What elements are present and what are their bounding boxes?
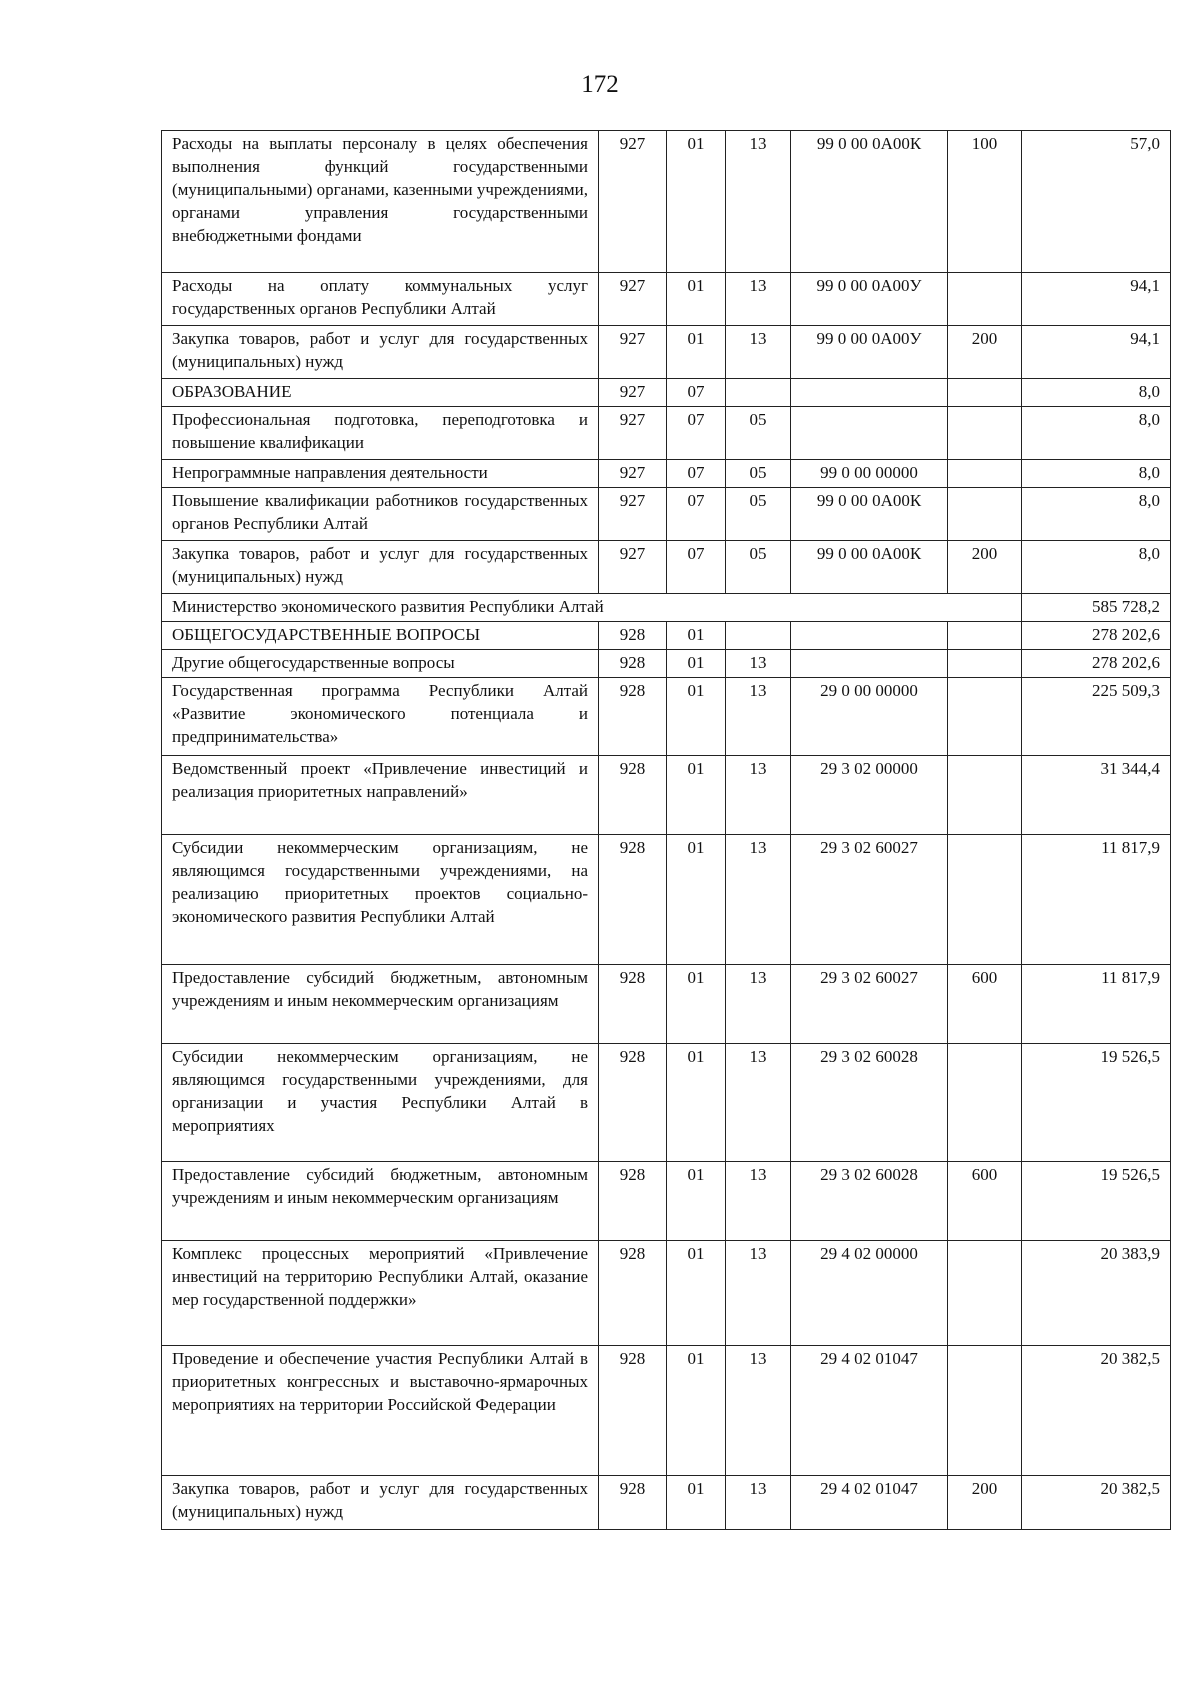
amount-cell: 11 817,9 xyxy=(1022,965,1171,1044)
amount-cell: 11 817,9 xyxy=(1022,835,1171,965)
section-code-cell: 07 xyxy=(667,460,726,488)
item-name-cell: Закупка товаров, работ и услуг для государственных (муниципальных) нужд xyxy=(162,1476,599,1530)
expense-type-cell: 200 xyxy=(948,326,1022,379)
table-row xyxy=(162,835,1171,965)
expense-type-cell xyxy=(948,488,1022,541)
target-article-cell: 99 0 00 0А00У xyxy=(791,326,948,379)
grbs-code-cell: 927 xyxy=(599,541,667,594)
grbs-code-cell: 927 xyxy=(599,460,667,488)
table-row xyxy=(162,1346,1171,1476)
amount-cell: 278 202,6 xyxy=(1022,622,1171,650)
section-code-cell: 01 xyxy=(667,1476,726,1530)
expense-type-cell xyxy=(948,407,1022,460)
target-article-cell: 99 0 00 0А00К xyxy=(791,488,948,541)
expense-type-cell: 100 xyxy=(948,131,1022,273)
section-code-cell: 01 xyxy=(667,1241,726,1346)
table-row xyxy=(162,273,1171,326)
target-article-cell: 29 3 02 60028 xyxy=(791,1162,948,1241)
expense-type-cell xyxy=(948,622,1022,650)
table-row xyxy=(162,541,1171,594)
target-article-cell: 99 0 00 00000 xyxy=(791,460,948,488)
section-code-cell: 01 xyxy=(667,1044,726,1162)
grbs-code-cell: 928 xyxy=(599,965,667,1044)
item-name-cell: Другие общегосударственные вопросы xyxy=(162,650,599,678)
expense-type-cell xyxy=(948,678,1022,756)
amount-cell: 57,0 xyxy=(1022,131,1171,273)
item-name-cell: Субсидии некоммерческим организациям, не являющимся государственными учреждениями, для организации и участия Республики Алтай в мероприятиях xyxy=(162,1044,599,1162)
target-article-cell xyxy=(791,407,948,460)
table-row xyxy=(162,1476,1171,1530)
table-row xyxy=(162,622,1171,650)
subsection-code-cell: 13 xyxy=(726,835,791,965)
expense-type-cell xyxy=(948,379,1022,407)
item-name-cell: Закупка товаров, работ и услуг для государственных (муниципальных) нужд xyxy=(162,541,599,594)
target-article-cell: 29 4 02 01047 xyxy=(791,1346,948,1476)
section-code-cell: 07 xyxy=(667,379,726,407)
item-name-cell: Профессиональная подготовка, переподготовка и повышение квалификации xyxy=(162,407,599,460)
grbs-code-cell: 928 xyxy=(599,622,667,650)
grbs-code-cell: 928 xyxy=(599,1044,667,1162)
expense-type-cell xyxy=(948,650,1022,678)
subsection-code-cell: 13 xyxy=(726,756,791,835)
amount-cell: 8,0 xyxy=(1022,407,1171,460)
expense-type-cell xyxy=(948,1044,1022,1162)
section-code-cell: 01 xyxy=(667,678,726,756)
table-row xyxy=(162,1162,1171,1241)
grbs-code-cell: 928 xyxy=(599,1346,667,1476)
item-name-cell: Предоставление субсидий бюджетным, автономным учреждениям и иным некоммерческим организациям xyxy=(162,1162,599,1241)
item-name-cell: Предоставление субсидий бюджетным, автономным учреждениям и иным некоммерческим организациям xyxy=(162,965,599,1044)
expense-type-cell xyxy=(948,756,1022,835)
amount-cell: 585 728,2 xyxy=(1022,594,1171,622)
subsection-code-cell: 13 xyxy=(726,1346,791,1476)
table-row xyxy=(162,131,1171,273)
item-name-cell: Закупка товаров, работ и услуг для государственных (муниципальных) нужд xyxy=(162,326,599,379)
amount-cell: 8,0 xyxy=(1022,379,1171,407)
item-name-cell: Расходы на оплату коммунальных услуг государственных органов Республики Алтай xyxy=(162,273,599,326)
section-code-cell: 01 xyxy=(667,273,726,326)
grbs-code-cell: 927 xyxy=(599,407,667,460)
subsection-code-cell: 13 xyxy=(726,1162,791,1241)
target-article-cell: 29 3 02 60028 xyxy=(791,1044,948,1162)
item-name-cell: Государственная программа Республики Алтай «Развитие экономического потенциала и предпринимательства» xyxy=(162,678,599,756)
item-name-cell: Повышение квалификации работников государственных органов Республики Алтай xyxy=(162,488,599,541)
expense-type-cell: 600 xyxy=(948,965,1022,1044)
subsection-code-cell xyxy=(726,379,791,407)
target-article-cell: 29 4 02 01047 xyxy=(791,1476,948,1530)
section-code-cell: 01 xyxy=(667,965,726,1044)
amount-cell: 20 383,9 xyxy=(1022,1241,1171,1346)
subsection-code-cell: 13 xyxy=(726,678,791,756)
grbs-code-cell: 927 xyxy=(599,488,667,541)
item-name-cell: Расходы на выплаты персоналу в целях обеспечения выполнения функций государственными (муниципальными) органами, казенными учреждениями, органами управления государственными внебюджетными фондами xyxy=(162,131,599,273)
amount-cell: 8,0 xyxy=(1022,488,1171,541)
target-article-cell xyxy=(791,379,948,407)
expense-type-cell: 200 xyxy=(948,1476,1022,1530)
table-row xyxy=(162,1044,1171,1162)
section-code-cell: 07 xyxy=(667,541,726,594)
amount-cell: 8,0 xyxy=(1022,460,1171,488)
grbs-code-cell: 927 xyxy=(599,131,667,273)
item-name-cell: Ведомственный проект «Привлечение инвестиций и реализация приоритетных направлений» xyxy=(162,756,599,835)
subsection-code-cell: 05 xyxy=(726,541,791,594)
subsection-code-cell: 13 xyxy=(726,1241,791,1346)
subsection-code-cell: 13 xyxy=(726,1476,791,1530)
grbs-code-cell: 928 xyxy=(599,835,667,965)
grbs-code-cell: 928 xyxy=(599,1162,667,1241)
amount-cell: 20 382,5 xyxy=(1022,1476,1171,1530)
item-name-cell: ОБЩЕГОСУДАРСТВЕННЫЕ ВОПРОСЫ xyxy=(162,622,599,650)
subsection-code-cell: 13 xyxy=(726,1044,791,1162)
table-row xyxy=(162,756,1171,835)
target-article-cell: 99 0 00 0А00К xyxy=(791,131,948,273)
section-code-cell: 01 xyxy=(667,756,726,835)
table-row xyxy=(162,678,1171,756)
table-row xyxy=(162,650,1171,678)
subsection-code-cell: 05 xyxy=(726,460,791,488)
subsection-code-cell: 13 xyxy=(726,273,791,326)
amount-cell: 8,0 xyxy=(1022,541,1171,594)
subsection-code-cell: 13 xyxy=(726,326,791,379)
grbs-code-cell: 928 xyxy=(599,1241,667,1346)
amount-cell: 94,1 xyxy=(1022,326,1171,379)
target-article-cell: 29 0 00 00000 xyxy=(791,678,948,756)
target-article-cell xyxy=(791,622,948,650)
table-row xyxy=(162,965,1171,1044)
grbs-code-cell: 928 xyxy=(599,650,667,678)
item-name-cell: Проведение и обеспечение участия Республики Алтай в приоритетных конгрессных и выставочно-ярмарочных мероприятиях на территории Российской Федерации xyxy=(162,1346,599,1476)
section-code-cell: 01 xyxy=(667,1162,726,1241)
section-code-cell: 01 xyxy=(667,326,726,379)
amount-cell: 20 382,5 xyxy=(1022,1346,1171,1476)
section-code-cell: 07 xyxy=(667,407,726,460)
section-code-cell: 01 xyxy=(667,131,726,273)
table-row xyxy=(162,1241,1171,1346)
target-article-cell xyxy=(791,650,948,678)
item-name-cell: Непрограммные направления деятельности xyxy=(162,460,599,488)
target-article-cell: 99 0 00 0А00У xyxy=(791,273,948,326)
amount-cell: 19 526,5 xyxy=(1022,1044,1171,1162)
target-article-cell: 29 3 02 60027 xyxy=(791,965,948,1044)
section-code-cell: 01 xyxy=(667,650,726,678)
table-row xyxy=(162,379,1171,407)
subsection-code-cell: 13 xyxy=(726,131,791,273)
grbs-code-cell: 927 xyxy=(599,379,667,407)
item-name-cell: Субсидии некоммерческим организациям, не являющимся государственными учреждениями, на реализацию приоритетных проектов социально-экономического развития Республики Алтай xyxy=(162,835,599,965)
target-article-cell: 29 4 02 00000 xyxy=(791,1241,948,1346)
expense-type-cell xyxy=(948,835,1022,965)
item-name-cell: ОБРАЗОВАНИЕ xyxy=(162,379,599,407)
section-code-cell: 01 xyxy=(667,835,726,965)
page-number: 172 xyxy=(581,71,619,98)
ministry-name-cell: Министерство экономического развития Республики Алтай xyxy=(162,594,1022,622)
expense-type-cell: 600 xyxy=(948,1162,1022,1241)
subsection-code-cell xyxy=(726,622,791,650)
table-row xyxy=(162,460,1171,488)
grbs-code-cell: 927 xyxy=(599,273,667,326)
table-row xyxy=(162,407,1171,460)
table-row xyxy=(162,488,1171,541)
grbs-code-cell: 928 xyxy=(599,756,667,835)
grbs-code-cell: 927 xyxy=(599,326,667,379)
table-row xyxy=(162,594,1171,622)
amount-cell: 94,1 xyxy=(1022,273,1171,326)
section-code-cell: 01 xyxy=(667,1346,726,1476)
expense-type-cell xyxy=(948,460,1022,488)
subsection-code-cell: 13 xyxy=(726,650,791,678)
amount-cell: 19 526,5 xyxy=(1022,1162,1171,1241)
target-article-cell: 99 0 00 0А00К xyxy=(791,541,948,594)
section-code-cell: 07 xyxy=(667,488,726,541)
amount-cell: 31 344,4 xyxy=(1022,756,1171,835)
subsection-code-cell: 05 xyxy=(726,407,791,460)
section-code-cell: 01 xyxy=(667,622,726,650)
expense-type-cell xyxy=(948,273,1022,326)
expense-type-cell xyxy=(948,1241,1022,1346)
target-article-cell: 29 3 02 00000 xyxy=(791,756,948,835)
target-article-cell: 29 3 02 60027 xyxy=(791,835,948,965)
table-row xyxy=(162,326,1171,379)
amount-cell: 225 509,3 xyxy=(1022,678,1171,756)
subsection-code-cell: 13 xyxy=(726,965,791,1044)
budget-table xyxy=(161,130,1171,1530)
budget-table-body xyxy=(162,131,1171,1530)
expense-type-cell: 200 xyxy=(948,541,1022,594)
grbs-code-cell: 928 xyxy=(599,678,667,756)
grbs-code-cell: 928 xyxy=(599,1476,667,1530)
amount-cell: 278 202,6 xyxy=(1022,650,1171,678)
expense-type-cell xyxy=(948,1346,1022,1476)
subsection-code-cell: 05 xyxy=(726,488,791,541)
item-name-cell: Комплекс процессных мероприятий «Привлечение инвестиций на территорию Республики Алтай, оказание мер государственной поддержки» xyxy=(162,1241,599,1346)
